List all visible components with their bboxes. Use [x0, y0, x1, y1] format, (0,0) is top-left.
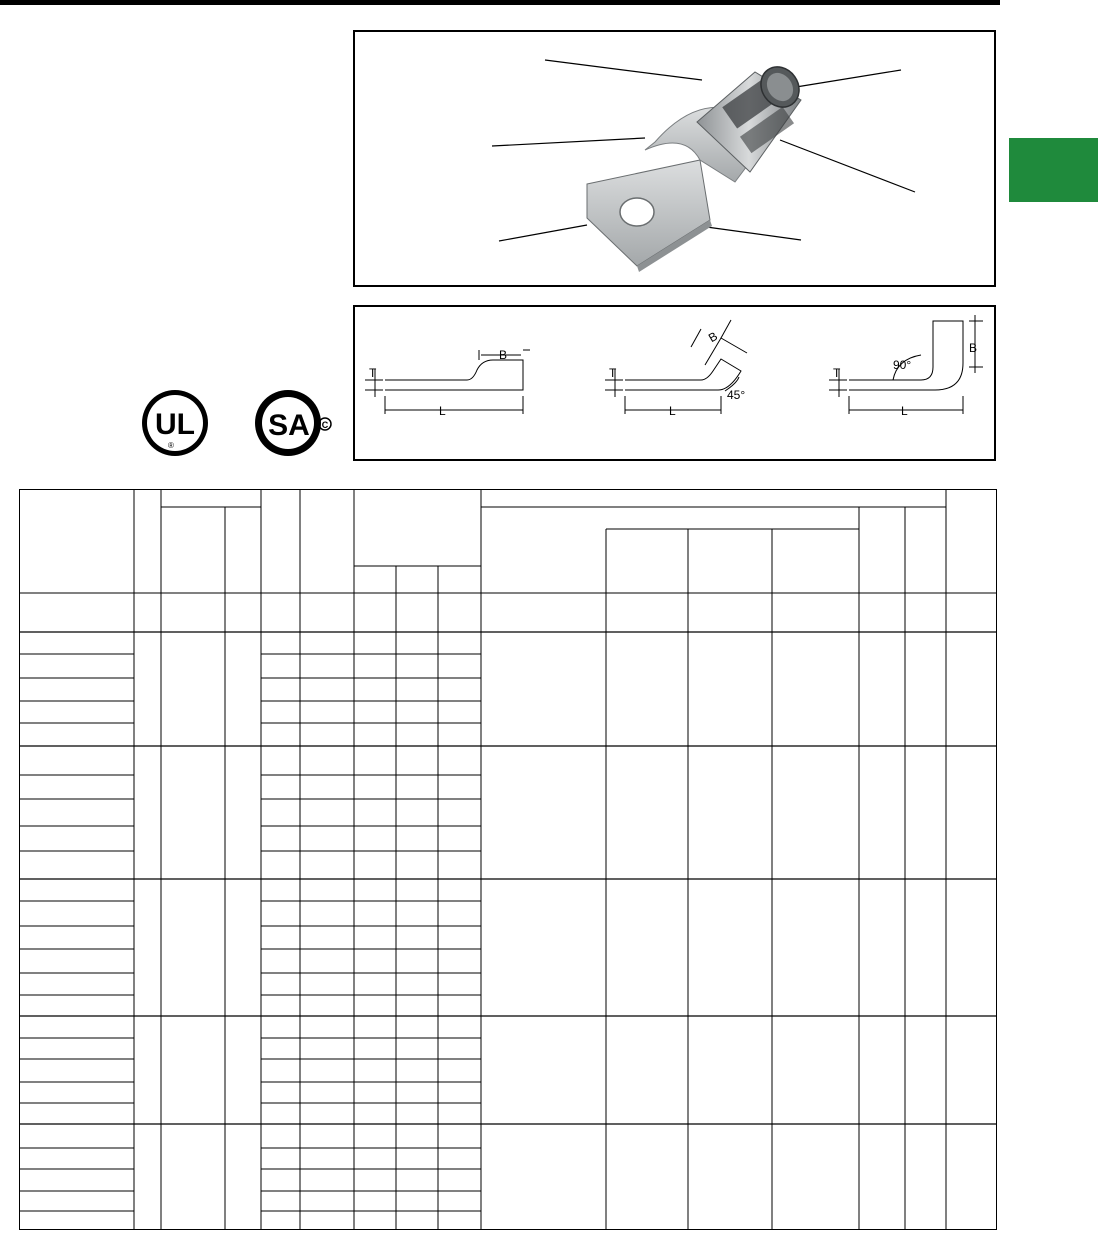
ul-letters: UL — [155, 408, 195, 441]
callout-line-right — [780, 140, 915, 192]
lug-illustration — [355, 32, 998, 289]
ul-listed-mark — [137, 388, 213, 458]
straight-l-label: L — [439, 404, 446, 418]
dimension-diagrams-panel — [353, 305, 996, 461]
csa-letters: SA — [268, 409, 310, 442]
angle90-angle-label: 90° — [893, 358, 912, 372]
angle45-b-label: B — [706, 328, 720, 346]
angle45-t-label: T — [609, 366, 617, 380]
top-rule — [0, 0, 1000, 5]
spec-table — [19, 489, 997, 1230]
product-photo-panel — [353, 30, 996, 287]
ul-registered: ® — [168, 441, 174, 450]
csa-certified-mark — [253, 388, 333, 458]
lug-stud-hole — [620, 198, 654, 226]
section-tab-fill — [1009, 138, 1098, 202]
callout-line-top — [545, 60, 702, 80]
callout-line-top-right — [796, 70, 901, 87]
section-tab — [1009, 138, 1098, 202]
spec-table-grid — [19, 489, 997, 1230]
diagram-45-degree-lug — [605, 320, 747, 414]
callout-line-upper-left — [492, 138, 645, 146]
table-border — [20, 490, 997, 1230]
angle45-angle-label: 45° — [727, 388, 746, 402]
dimension-diagrams — [355, 307, 998, 463]
straight-t-label: T — [369, 366, 377, 380]
angle90-b-label: B — [969, 341, 978, 355]
straight-b-label: B — [499, 348, 508, 362]
csa-suffix: C — [321, 420, 329, 430]
angle45-l-label: L — [669, 404, 676, 418]
angle90-t-label: T — [833, 366, 841, 380]
angle90-l-label: L — [901, 404, 908, 418]
callout-line-lower-left — [499, 225, 587, 241]
